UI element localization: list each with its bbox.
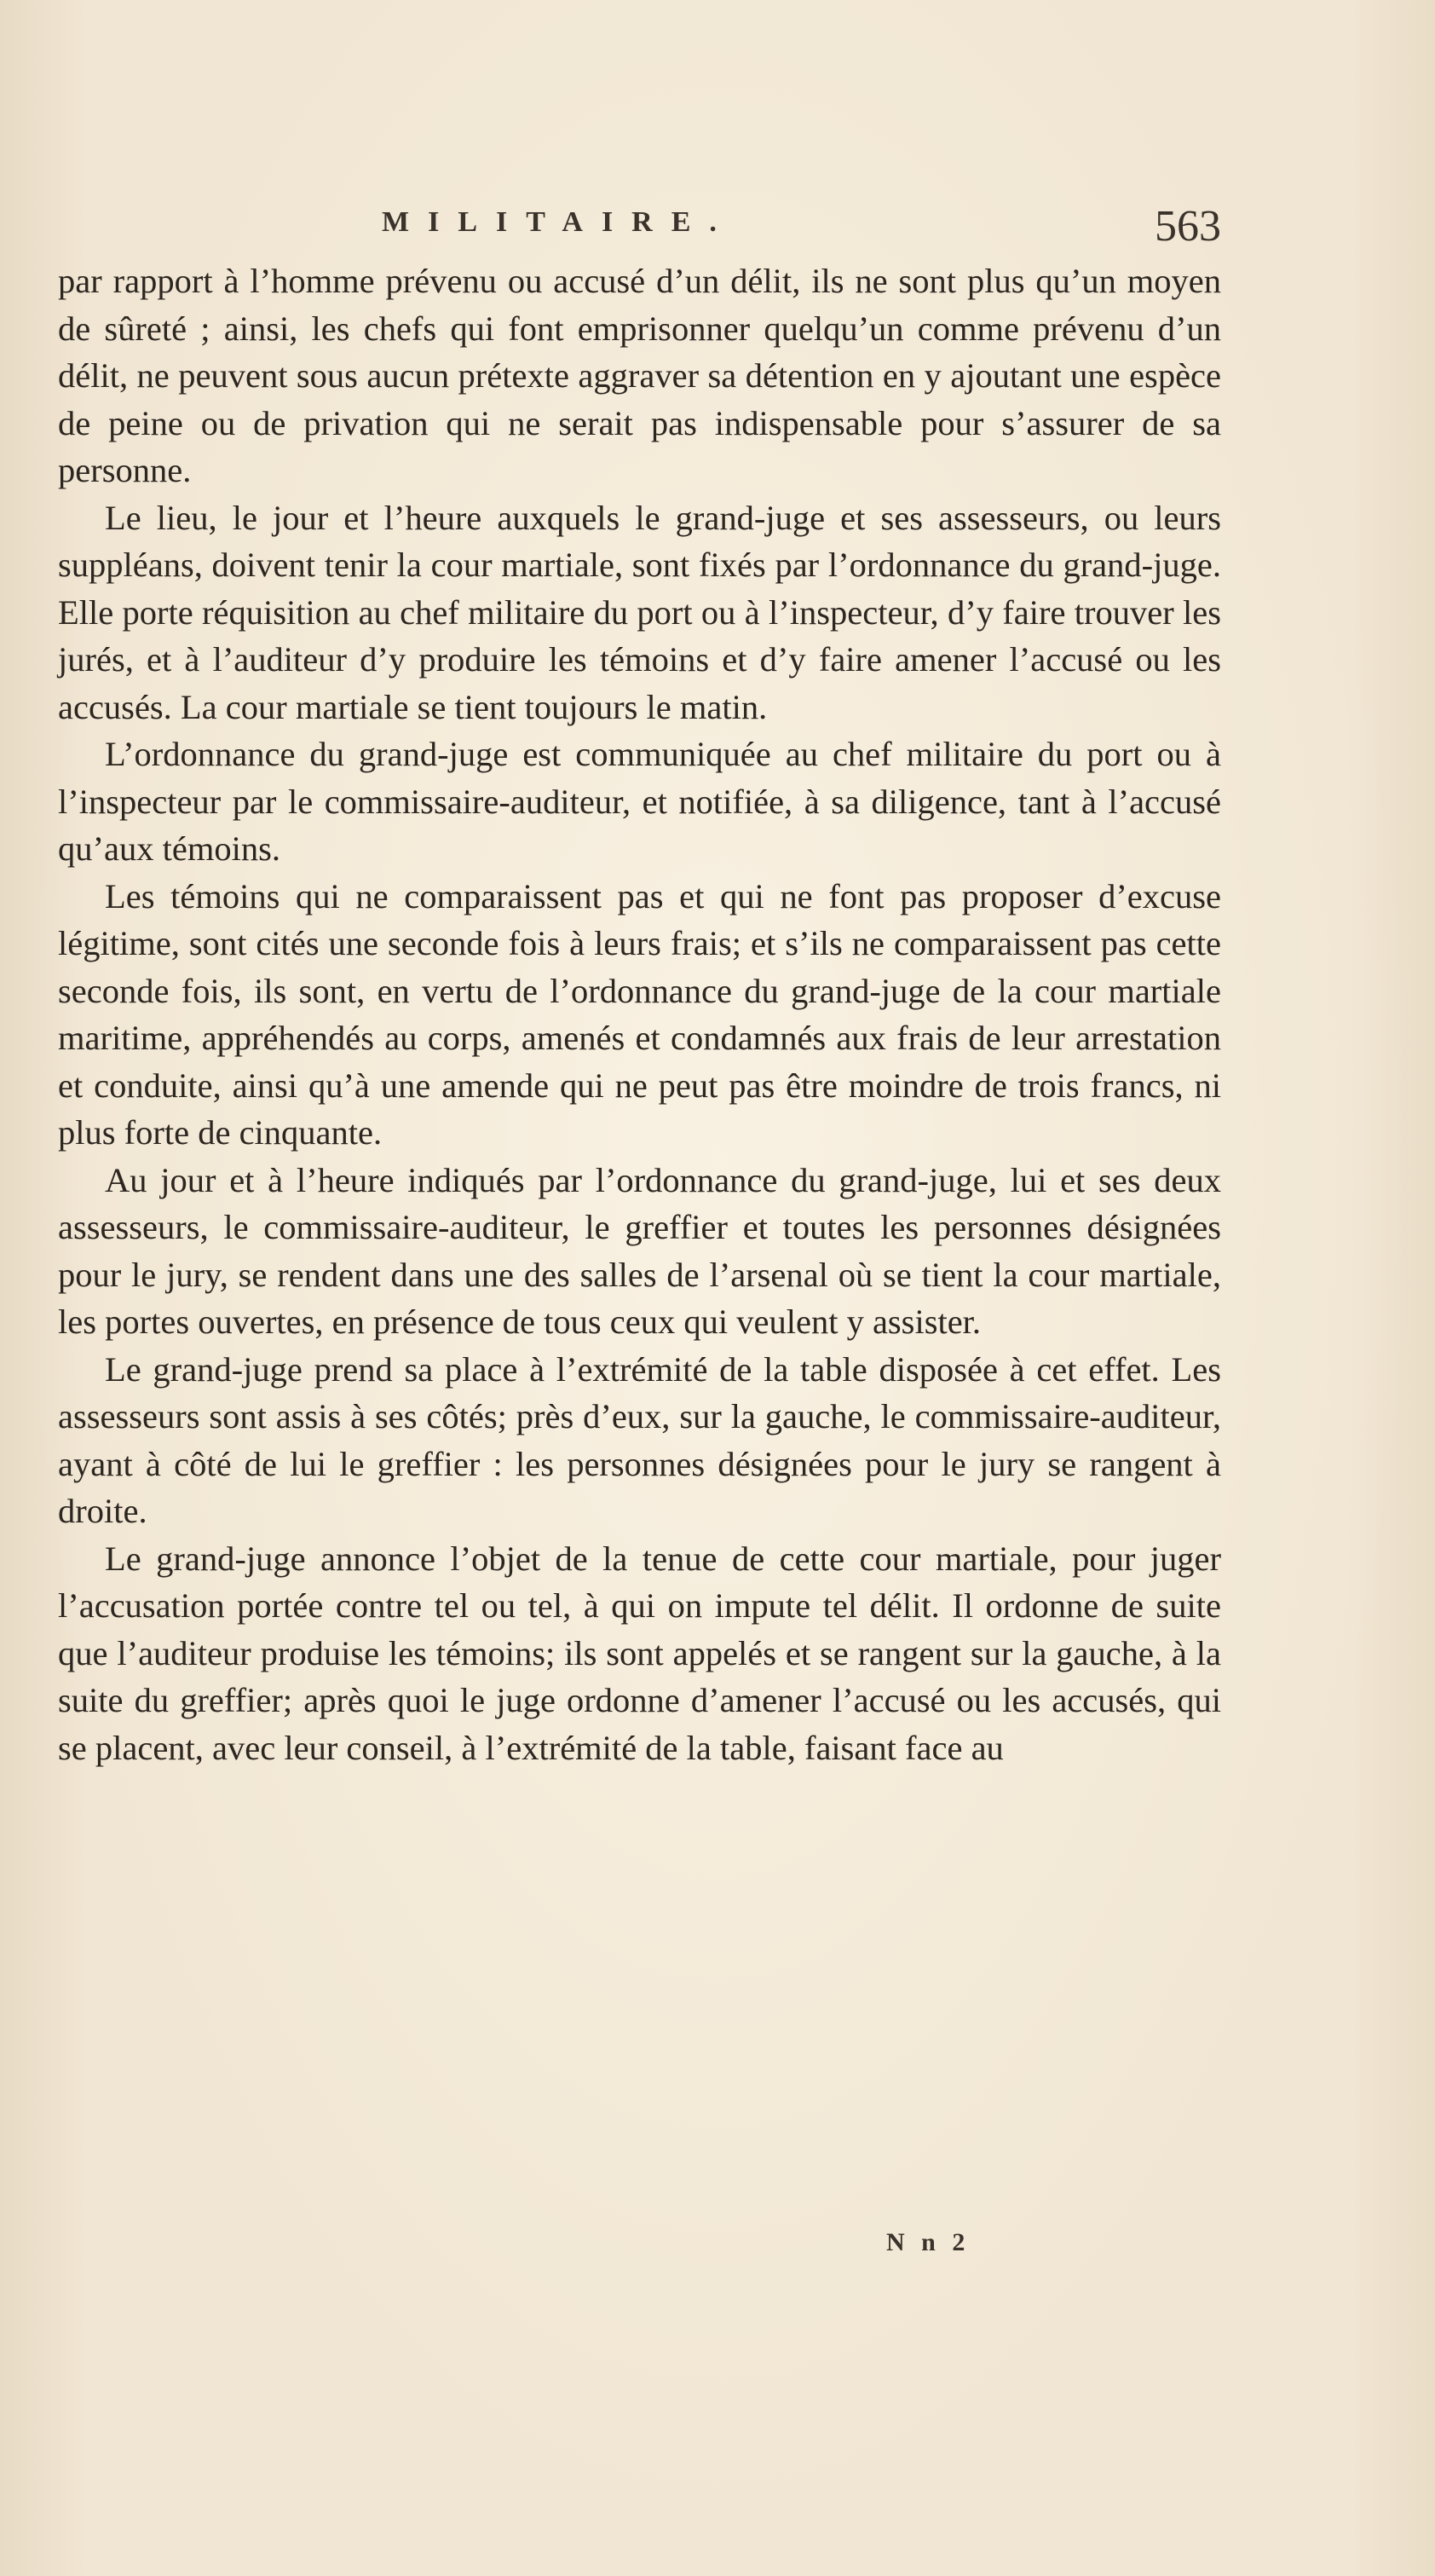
running-title: MILITAIRE. xyxy=(382,206,735,238)
running-head xyxy=(58,201,1221,252)
body-text xyxy=(58,257,1221,1771)
signature-mark: N n 2 xyxy=(886,2228,971,2256)
paragraph: Le grand-juge annonce l’objet de la tenue de cette cour martiale, pour juger l’accusation portée contre tel ou tel, à qui on impute tel délit. Il ordonne de suite que l’auditeur produise les témoins; ils sont appelés et se rangent sur la gauche, à la suite du greffier; après quoi le juge ordonne d’amener l’accusé ou les accusés, qui se placent, avec leur conseil, à l’extrémité de la table, faisant face au xyxy=(58,1539,1221,1767)
paragraph: Le grand-juge prend sa place à l’extrémité de la table disposée à cet effet. Les assesseurs sont assis à ses côtés; près d’eux, sur la gauche, le commissaire-auditeur, ayant à côté de lui le greffier : les personnes désignées pour le jury se rangent à droite. xyxy=(58,1349,1221,1530)
paragraph: Au jour et à l’heure indiqués par l’ordonnance du grand-juge, lui et ses deux assesseurs, le commissaire-auditeur, le greffier et toutes les personnes désignées pour le jury, se rendent dans une des salles de l’arsenal où se tient la cour martiale, les portes ouvertes, en présence de tous ceux qui veulent y assister. xyxy=(58,1160,1221,1341)
paragraph: Les témoins qui ne comparaissent pas et qui ne font pas proposer d’excuse légitime, sont cités une seconde fois à leurs frais; et s’ils ne comparaissent pas cette seconde fois, ils sont, en vertu de l’ordonnance du grand-juge de la cour martiale maritime, appréhendés au corps, amenés et condamnés aux frais de leur arrestation et conduite, ainsi qu’à une amende qui ne peut pas être moindre de trois francs, ni plus forte de cinquante. xyxy=(58,876,1221,1152)
page-number: 563 xyxy=(1155,202,1221,251)
paragraph: L’ordonnance du grand-juge est communiquée au chef militaire du port ou à l’inspecteur par le commissaire-auditeur, et notifiée, à sa diligence, tant à l’accusé qu’aux témoins. xyxy=(58,735,1221,868)
paragraph: par rapport à l’homme prévenu ou accusé d’un délit, ils ne sont plus qu’un moyen de sûreté ; ainsi, les chefs qui font emprisonner quelqu’un comme prévenu d’un délit, ne peuvent sous aucun prétexte aggraver sa détention en y ajoutant une espèce de peine ou de privation qui ne serait pas indispensable pour s’assurer de sa personne. xyxy=(58,262,1221,489)
paragraph: Le lieu, le jour et l’heure auxquels le grand-juge et ses assesseurs, ou leurs suppléans, doivent tenir la cour martiale, sont fixés par l’ordonnance du grand-juge. Elle porte réquisition au chef militaire du port ou à l’inspecteur, d’y faire trouver les jurés, et à l’auditeur d’y produire les témoins et d’y faire amener l’accusé ou les accusés. La cour martiale se tient toujours le matin. xyxy=(58,498,1221,726)
